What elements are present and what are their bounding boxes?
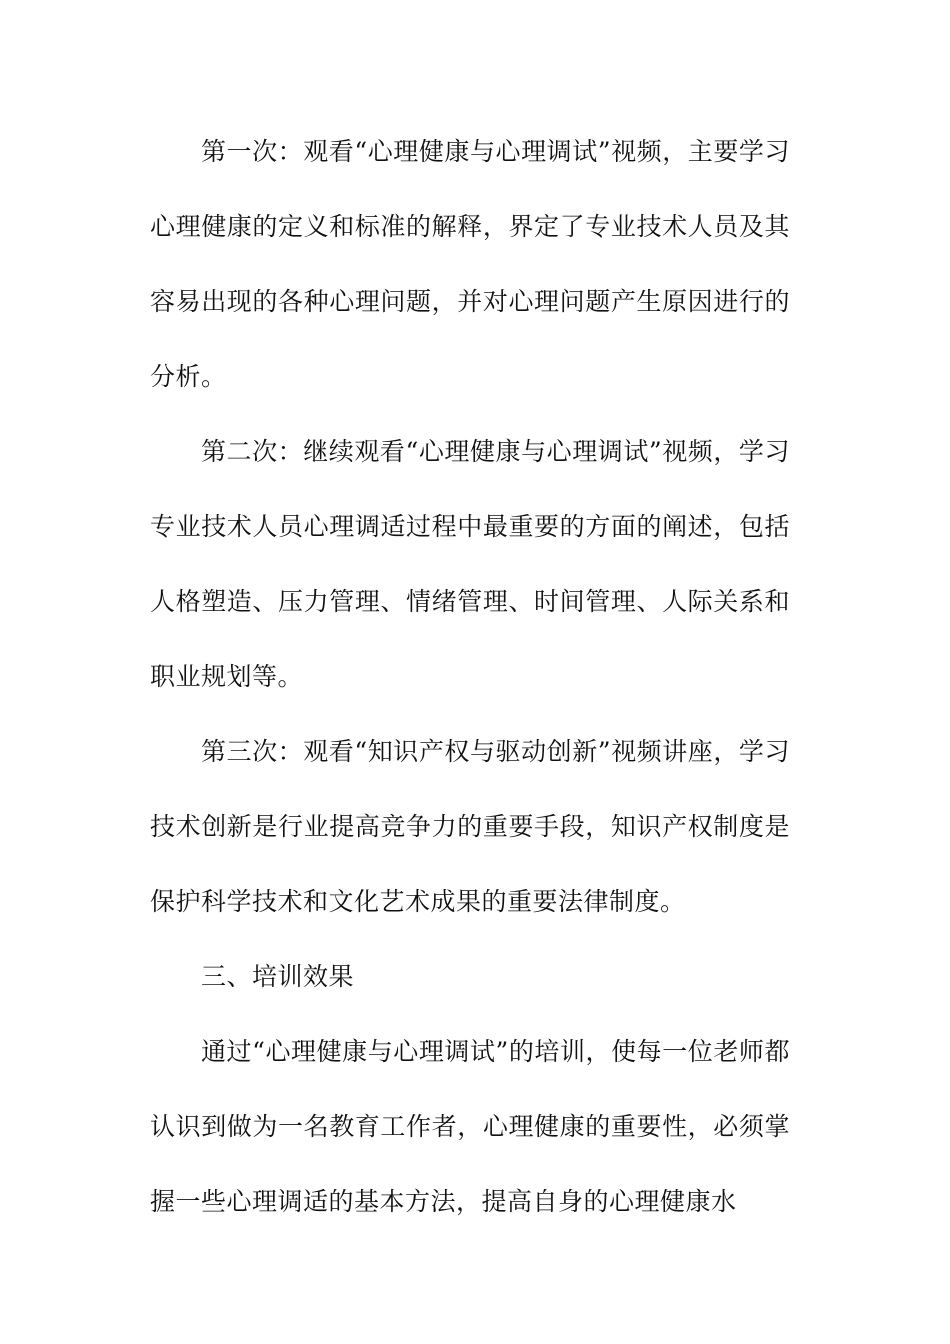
paragraph-first-session: 第一次：观看“心理健康与心理调试”视频，主要学习心理健康的定义和标准的解释，界定了专业技术人员及其容易出现的各种心理问题，并对心理问题产生原因进行的分析。	[150, 137, 790, 391]
section-heading-training-results: 三、培训效果	[201, 962, 355, 991]
paragraph-training-results: 通过“心理健康与心理调试”的培训，使每一位老师都认识到做为一名教育工作者，心理健康的重要性，必须掌握一些心理调适的基本方法，提高自身的心理健康水	[150, 1037, 790, 1216]
paragraph-second-session: 第二次：继续观看“心理健康与心理调试”视频，学习专业技术人员心理调适过程中最重要的方面的阐述，包括人格塑造、压力管理、情绪管理、时间管理、人际关系和职业规划等。	[150, 437, 790, 691]
paragraph-third-session: 第三次：观看“知识产权与驱动创新”视频讲座，学习技术创新是行业提高竞争力的重要手段，知识产权制度是保护科学技术和文化艺术成果的重要法律制度。	[150, 737, 790, 916]
document-body	[150, 114, 790, 1239]
